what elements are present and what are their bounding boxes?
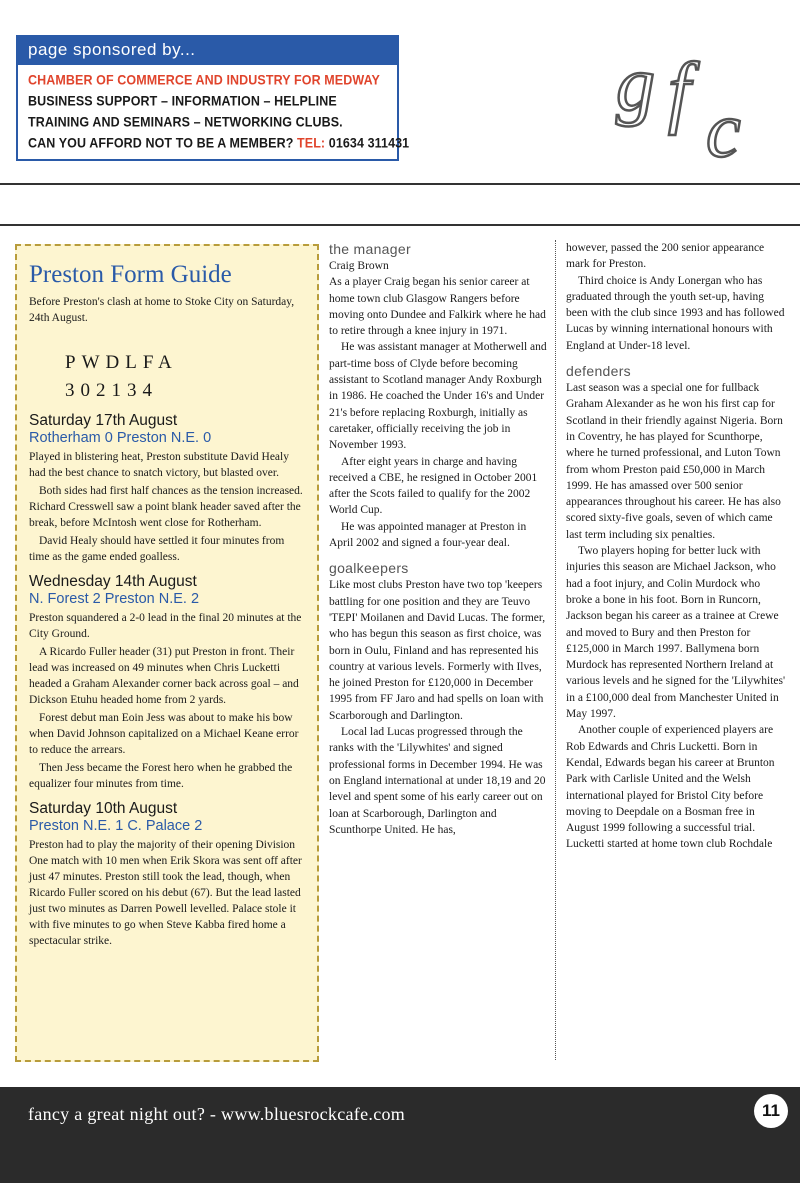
sponsor-heading: page sponsored by...	[18, 37, 397, 65]
sponsor-body	[18, 65, 410, 159]
match-paragraph: Both sides had first half chances as the tension increased. Richard Cresswell saw a point blank header saved after the break, before McIntosh went close for Rotherham.	[29, 485, 303, 529]
svg-text:g: g	[616, 40, 655, 127]
article-paragraph: After eight years in charge and having received a CBE, he resigned in October 2001 after the Scots failed to qualify for the 2002 World Cup.	[329, 455, 538, 517]
column-divider	[555, 240, 556, 1060]
section-heading-goalkeepers: goalkeepers	[329, 560, 409, 577]
article-paragraph: Third choice is Andy Lonergan who has graduated through the youth set-up, having been with the club since 1993 and has followed Lucas by winning international honours with England at Under-18 level.	[566, 274, 785, 352]
match-paragraph: A Ricardo Fuller header (31) put Preston in front. Their lead was increased on 49 minutes when Chris Lucketti headed a Graham Alexander corner back across goal – and Dickson Etuhu headed home from 2 yards.	[29, 646, 299, 706]
sponsor-line-member	[28, 132, 410, 156]
article-paragraph: As a player Craig began his senior career at home town club Glasgow Rangers before moving onto Dundee and Falkirk where he had to retire through a knee injury in 1971.	[329, 276, 546, 338]
sponsor-line-support: BUSINESS SUPPORT – INFORMATION – HELPLINE	[28, 93, 337, 109]
header-rule-bottom	[0, 224, 800, 226]
match-date: Wednesday 14th August	[29, 573, 197, 590]
article-paragraph: Two players hoping for better luck with injuries this season are Michael Jackson, who had a foot injury, and Colin Murdock who broke a bone in his foot. Born in Runcorn, Jackson began his career as a trainee at Crewe and moved to Bury and then Preston for £125,000 in March 1997. Ballymena born Murdock has represented Northern Ireland at various levels and he signed for the 'Lilywhites' in a £100,000 deal from Manchester United in May 1997.	[566, 545, 786, 721]
match-paragraph: Forest debut man Eoin Jess was about to make his bow when David Johnson capitalized on a Michael Keane error to reduce the arrears.	[29, 712, 299, 756]
article-paragraph: Like most clubs Preston have two top 'keepers battling for one position and they are Teuvo 'TEPI' Moilanen and David Lucas. The former, who has begun this season as first choice, was born in Oulu, Finland and has represented his country at various levels. Formerly with Ilves, he joined Preston for £120,000 in December 1995 from FF Jaro and had spells on loan with Scarborough and Darlington.	[329, 579, 546, 722]
sponsor-line-chamber: CHAMBER OF COMMERCE AND INDUSTRY FOR MEDWAY	[28, 72, 380, 88]
article-paragraph: He was assistant manager at Motherwell and part-time boss of Clyde before becoming assistant to Scotland manager Andy Roxburgh in 1986. He coached the Under 16's and Under 21's before replacing Roxburgh, initially as caretaker, officially receiving the job in November 1993.	[329, 341, 547, 452]
match-report	[29, 573, 305, 792]
article-paragraph: Local lad Lucas progressed through the ranks with the 'Lilywhites' and signed professional forms in December 1994. He was on England international at under 18,19 and 20 level and spent some of his early career out on loan at Scarborough, Darlington and Scunthorpe United. He has,	[329, 726, 546, 836]
match-date: Saturday 10th August	[29, 800, 178, 817]
sponsor-member-question: CAN YOU AFFORD NOT TO BE A MEMBER?	[28, 135, 294, 151]
article-column-manager	[329, 240, 549, 838]
form-table-headers: PWDLFA	[65, 352, 178, 373]
svg-text:f: f	[668, 48, 691, 136]
club-logo	[598, 38, 788, 168]
form-guide-intro: Before Preston's clash at home to Stoke City on Saturday, 24th August.	[29, 296, 295, 324]
page-footer	[0, 1087, 800, 1183]
page-number: 11	[754, 1094, 788, 1128]
header-rule-top	[0, 183, 800, 185]
section-heading-manager: the manager	[329, 241, 411, 257]
sponsor-line-training: TRAINING AND SEMINARS – NETWORKING CLUBS.	[28, 114, 343, 130]
match-score: Preston N.E. 1 C. Palace 2	[29, 818, 203, 834]
form-guide-box	[15, 244, 319, 1062]
match-paragraph: Played in blistering heat, Preston substitute David Healy had the best chance to snatch victory, but blasted over.	[29, 451, 289, 479]
match-paragraph: Then Jess became the Forest hero when he grabbed the equalizer four minutes from time.	[29, 762, 293, 790]
article-paragraph: however, passed the 200 senior appearance mark for Preston.	[566, 242, 765, 271]
match-paragraph: Preston had to play the majority of their opening Division One match with 10 men when Erik Skora was sent off after just 47 minutes. Preston still took the lead, though, when Ricardo Fuller scored on his debut (67). But the lead lasted just two minutes as Darren Powell levelled. Palace stole it with five minutes to go when Steve Kabba fired home a spectacular strike.	[29, 839, 302, 947]
manager-name: Craig Brown	[329, 260, 389, 272]
section-heading-defenders: defenders	[566, 363, 631, 380]
article-paragraph: Last season was a special one for fullback Graham Alexander as he won his first cap for Scotland in their friendly against Nigeria. Born in Coventry, he has played for Scunthorpe, where he turned professional, and Luton Town from whom Preston paid £50,000 in March 1999. He has amassed over 500 senior appearances throughout his career. He has also scored sixty-five goals, seven of which came last term including six penalties.	[566, 382, 783, 541]
svg-text:c: c	[706, 86, 741, 168]
match-report	[29, 800, 305, 949]
match-paragraph: David Healy should have settled it four minutes from time as the game ended goalless.	[29, 535, 285, 563]
sponsor-tel-number: 01634 311431	[328, 135, 410, 151]
article-paragraph: Another couple of experienced players are Rob Edwards and Chris Lucketti. Born in Kendal, Edwards began his career at Brunton Park with Carlisle United and the Welsh international played for Bristol City before moving to Deepdale on a Bosman free in August 1999 following a successful trial. Lucketti started at home town club Rochdale	[566, 724, 775, 851]
match-score: N. Forest 2 Preston N.E. 2	[29, 591, 200, 607]
match-score: Rotherham 0 Preston N.E. 0	[29, 430, 212, 446]
match-date: Saturday 17th August	[29, 412, 178, 429]
footer-advert: fancy a great night out? - www.bluesrockcafe.com	[28, 1104, 406, 1124]
match-report	[29, 412, 305, 565]
form-table-values: 302134	[65, 380, 158, 401]
match-paragraph: Preston squandered a 2-0 lead in the final 20 minutes at the City Ground.	[29, 612, 302, 640]
article-column-defenders	[566, 240, 786, 853]
article-paragraph: He was appointed manager at Preston in April 2002 and signed a four-year deal.	[329, 520, 527, 550]
sponsor-tel-label: TEL:	[297, 135, 326, 151]
form-guide-title: Preston Form Guide	[29, 261, 232, 288]
sponsor-box	[16, 35, 410, 161]
gfc-logo-icon	[598, 38, 788, 168]
